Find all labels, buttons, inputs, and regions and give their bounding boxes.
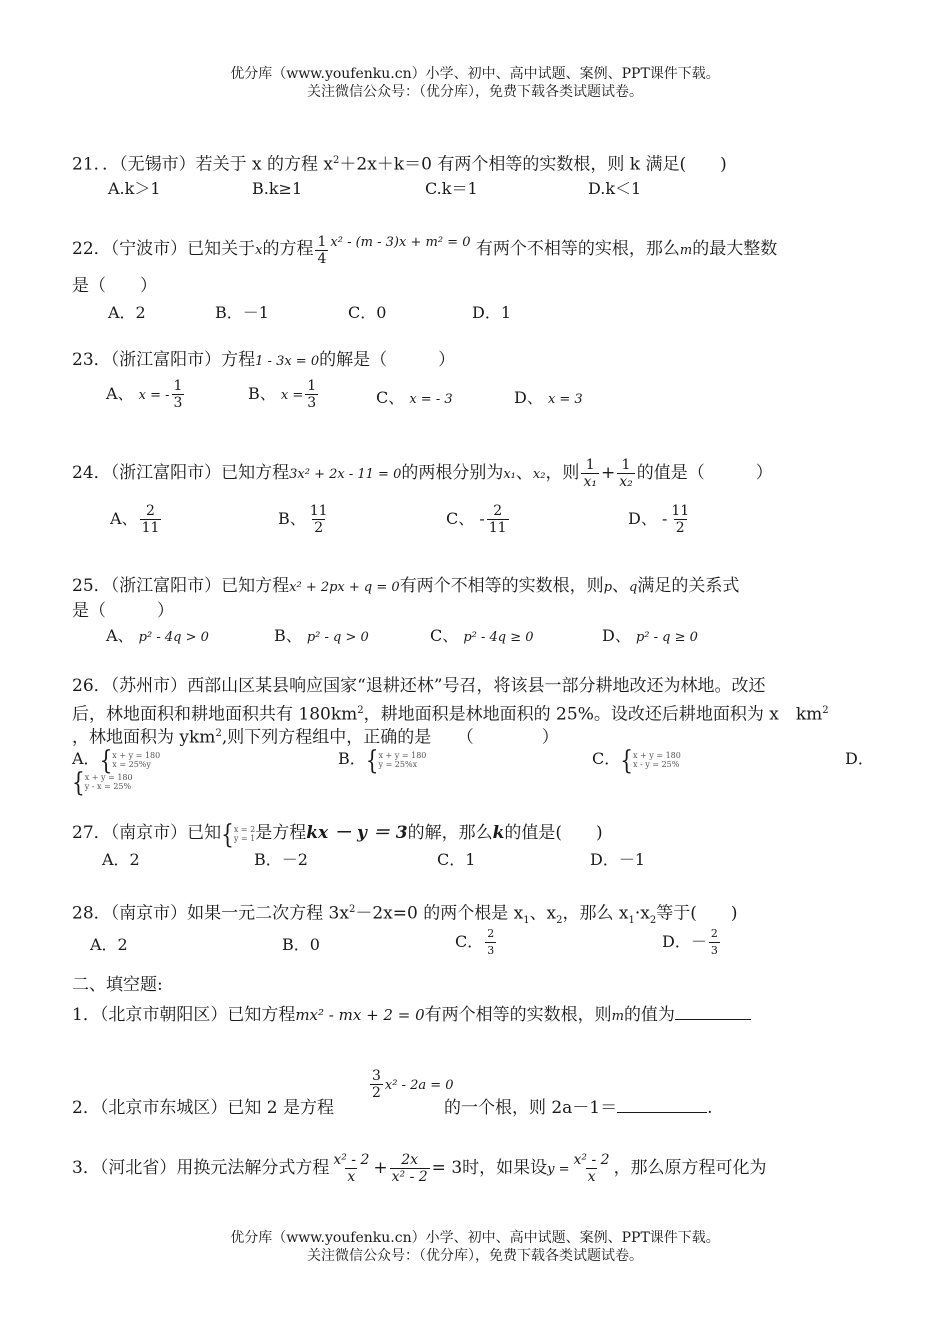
q27-brace-icon: { bbox=[221, 817, 234, 850]
q28-sup: 2 bbox=[348, 904, 356, 915]
q24-a-den: 11 bbox=[141, 520, 160, 536]
q28-c-fraction bbox=[485, 926, 496, 959]
q21-option-b: B.k≥1 bbox=[252, 179, 303, 198]
q23-d-label: D、 bbox=[514, 388, 543, 407]
q24-sep: 、 bbox=[515, 463, 533, 483]
f3-y-lhs: y = bbox=[547, 1162, 570, 1177]
q24-a-num: 2 bbox=[146, 503, 155, 519]
q25-line-2: 是（ ） bbox=[72, 601, 174, 621]
q28-text-d: ，那么 x bbox=[562, 903, 629, 924]
q26-option-b bbox=[338, 743, 427, 776]
q26-a-label: A． bbox=[72, 749, 100, 768]
q24-text-a: 24．（浙江富阳市）已知方程 bbox=[72, 463, 290, 483]
q24-x1: x₁ bbox=[503, 467, 516, 482]
q28-text-c: 、x bbox=[529, 903, 557, 924]
q23-b-fraction bbox=[305, 378, 318, 411]
q26-line3-a: ，林地面积为 ykm bbox=[72, 727, 216, 748]
q26-c-row-1: x + y = 180 bbox=[632, 750, 681, 760]
q22-option-d: D．1 bbox=[472, 303, 512, 322]
footer-line-1: 优分库（www.youfenku.cn）小学、初中、高中试题、案例、PPT课件下载。 bbox=[230, 1230, 720, 1246]
q22-frac-den: 4 bbox=[317, 251, 327, 267]
q23-text-b: 的解是（ ） bbox=[319, 350, 456, 370]
q25-sep: 、 bbox=[612, 576, 630, 596]
footer-line-2: 关注微信公众号：（优分库），免费下载各类试题试卷。 bbox=[307, 1248, 643, 1264]
q26-a-brace-icon: { bbox=[99, 743, 113, 776]
f2-frac-num: 3 bbox=[372, 1068, 381, 1084]
q24-option-b bbox=[278, 503, 332, 536]
q25-option-d bbox=[602, 625, 698, 649]
q27-k: k bbox=[492, 823, 505, 843]
q28-d-num: 2 bbox=[710, 927, 718, 940]
q24-f2-den: x₂ bbox=[619, 474, 633, 490]
q28-c-label: C． bbox=[455, 932, 484, 951]
q24-equation: 3x² + 2x - 11 = 0 bbox=[289, 467, 402, 482]
q27-text-a: 27．（南京市）已知 bbox=[72, 823, 222, 843]
q24-plus: + bbox=[600, 463, 616, 483]
f3-f1-den: x bbox=[347, 1169, 356, 1185]
q27-sys-row-1: x = 2 bbox=[233, 824, 256, 834]
question-25-stem bbox=[72, 575, 739, 599]
q23-option-a bbox=[106, 378, 186, 411]
q22-option-c: C．0 bbox=[348, 303, 387, 322]
q26-line-1: 26．（苏州市）西部山区某县响应国家“退耕还林”号召，将该县一部分耕地改还为林地。改还 bbox=[72, 676, 766, 696]
q24-text-b: 的两根分别为 bbox=[401, 463, 504, 483]
q26-c-label: C． bbox=[592, 749, 621, 768]
q28-d-label: D．－ bbox=[662, 932, 707, 951]
q25-equation: x² + 2px + q = 0 bbox=[289, 580, 400, 595]
q22-text-a: 22．（宁波市）已知关于 bbox=[72, 239, 256, 259]
q26-line3-b: ,则下列方程组中，正确的是 （ ） bbox=[221, 727, 559, 748]
q24-d-fraction bbox=[669, 503, 691, 536]
q26-line-2 bbox=[72, 700, 829, 726]
q25-option-c bbox=[430, 625, 534, 649]
q28-option-a: A．2 bbox=[90, 935, 128, 954]
q22-var-m: m bbox=[679, 243, 693, 258]
q28-sub-1a: 1 bbox=[523, 915, 530, 927]
q23-a-fraction bbox=[172, 378, 185, 411]
q26-sup-3: 2 bbox=[215, 728, 222, 739]
f3-y-num: x² - 2 bbox=[573, 1152, 610, 1168]
question-28-stem bbox=[72, 899, 738, 932]
q25-a-label: A、 bbox=[106, 626, 134, 645]
q21-text-b: ＋2x＋k＝0 有两个相等的实数根，则 k 满足( ) bbox=[339, 154, 727, 175]
q26-line2-a: 后，林地面积和耕地面积共有 180km bbox=[72, 704, 358, 725]
q24-option-d bbox=[628, 503, 693, 536]
section-2-title: 二、填空题: bbox=[72, 975, 163, 995]
q24-option-a bbox=[110, 503, 163, 536]
fill-1-stem bbox=[72, 1003, 751, 1028]
q23-b-num: 1 bbox=[307, 378, 317, 394]
q23-text-a: 23．（浙江富阳市）方程 bbox=[72, 350, 256, 370]
q26-b-system bbox=[379, 751, 427, 769]
q24-text-d: 的值是（ ） bbox=[636, 463, 773, 483]
f2-equation: x² - 2a = 0 bbox=[384, 1078, 454, 1093]
f1-equation: mx² - mx + 2 = 0 bbox=[295, 1006, 425, 1024]
header-line-1: 优分库（www.youfenku.cn）小学、初中、高中试题、案例、PPT课件下载。 bbox=[230, 66, 720, 82]
q26-b-brace-icon: { bbox=[365, 743, 379, 776]
f1-m: m bbox=[611, 1009, 624, 1024]
fill-3-stem bbox=[72, 1152, 767, 1185]
q26-d-row-2: y - x = 25% bbox=[84, 781, 132, 791]
q23-option-d bbox=[514, 387, 583, 411]
q26-option-d bbox=[72, 765, 133, 798]
q23-b-label: B、 bbox=[248, 384, 276, 403]
q27-text-c: 的解，那么 bbox=[407, 823, 493, 843]
f3-text-c: ，那么原方程可化为 bbox=[613, 1158, 767, 1178]
q24-c-label: C、 bbox=[446, 509, 475, 528]
q26-a-row-2: x = 25%y bbox=[112, 759, 151, 769]
header-line-2: 关注微信公众号：（优分库），免费下载各类试题试卷。 bbox=[307, 84, 643, 100]
q23-a-den: 3 bbox=[173, 395, 183, 411]
q24-a-fraction bbox=[140, 503, 162, 536]
q24-fraction-1 bbox=[581, 457, 599, 490]
q26-option-d-label: D． bbox=[845, 749, 874, 768]
fill-2-stem bbox=[72, 1096, 713, 1119]
q28-text-f: 等于( ) bbox=[656, 903, 738, 924]
q21-sup: 2 bbox=[333, 155, 340, 166]
q26-c-row-2: x - y = 25% bbox=[632, 759, 680, 769]
q24-b-fraction bbox=[308, 503, 330, 536]
q24-f1-den: x₁ bbox=[583, 474, 597, 490]
q22-option-b: B．－1 bbox=[215, 303, 269, 322]
q24-b-label: B、 bbox=[278, 509, 306, 528]
q28-text-a: 28．（南京市）如果一元二次方程 3x bbox=[72, 903, 349, 924]
f3-text-b: 时，如果设 bbox=[462, 1158, 548, 1178]
q24-b-num: 11 bbox=[309, 503, 328, 519]
q26-b-row-1: x + y = 180 bbox=[378, 750, 427, 760]
q28-d-fraction bbox=[709, 926, 720, 959]
f3-fraction-1 bbox=[331, 1152, 371, 1185]
f2-period: . bbox=[707, 1098, 713, 1118]
q24-option-c bbox=[446, 503, 511, 536]
q27-equation: kx － y ＝ 3 bbox=[306, 823, 408, 843]
f1-text-a: 1．（北京市朝阳区）已知方程 bbox=[72, 1005, 296, 1025]
q27-option-a: A．2 bbox=[102, 850, 140, 869]
q22-text-b: 的方程 bbox=[262, 239, 314, 259]
q24-a-label: A、 bbox=[110, 509, 138, 528]
f2-text-a: 2．（北京市东城区）已知 2 是方程 bbox=[72, 1098, 334, 1118]
f3-eq-end: = 3 bbox=[431, 1158, 463, 1178]
q25-b-expr: p² - q > 0 bbox=[306, 630, 369, 645]
q26-b-label: B． bbox=[338, 749, 366, 768]
q26-a-system bbox=[112, 751, 160, 769]
q23-option-c bbox=[376, 387, 453, 411]
q28-sub-2a: 2 bbox=[556, 915, 563, 927]
q27-system bbox=[234, 825, 255, 843]
q25-text-c: 满足的关系式 bbox=[637, 576, 740, 596]
q25-b-label: B、 bbox=[274, 626, 302, 645]
question-22-stem bbox=[72, 232, 777, 267]
q27-sys-row-2: y = 1 bbox=[233, 833, 256, 843]
q27-option-b: B．－2 bbox=[254, 850, 308, 869]
q25-c-expr: p² - 4q ≥ 0 bbox=[463, 630, 534, 645]
q26-option-a bbox=[72, 743, 161, 776]
q22-option-a: A．2 bbox=[108, 303, 146, 322]
f1-answer-blank[interactable] bbox=[675, 1003, 751, 1020]
q26-d-system bbox=[85, 773, 133, 791]
q22-fraction bbox=[315, 234, 328, 267]
q25-text-a: 25．（浙江富阳市）已知方程 bbox=[72, 576, 290, 596]
f3-text-a: 3．（河北省）用换元法解分式方程 bbox=[72, 1158, 330, 1178]
f3-fraction-2 bbox=[390, 1152, 430, 1185]
q22-frac-num: 1 bbox=[317, 234, 327, 250]
q28-text-e: ·x bbox=[634, 903, 650, 924]
q22-equation: x² - (m - 3)x + m² = 0 bbox=[330, 235, 471, 250]
q24-d-den: 2 bbox=[675, 520, 685, 536]
q28-option-c bbox=[455, 926, 498, 959]
q22-text-d: 的最大整数 bbox=[692, 239, 778, 259]
q25-option-a bbox=[106, 625, 209, 649]
q25-a-expr: p² - 4q > 0 bbox=[138, 630, 209, 645]
f1-text-b: 有两个相等的实数根，则 bbox=[424, 1005, 612, 1025]
q26-line2-b: ，耕地面积是林地面积的 25%。设改还后耕地面积为 x km bbox=[363, 704, 823, 725]
q24-d-num: 11 bbox=[671, 503, 690, 519]
f3-f1-num: x² - 2 bbox=[333, 1152, 370, 1168]
q26-option-c bbox=[592, 743, 681, 776]
q24-text-c: ，则 bbox=[545, 463, 580, 483]
f3-plus: + bbox=[373, 1158, 388, 1178]
q24-c-fraction bbox=[487, 503, 509, 536]
q26-b-row-2: y = 25%x bbox=[378, 759, 418, 769]
q28-option-b: B．0 bbox=[282, 935, 320, 954]
q21-option-a: A.k＞1 bbox=[108, 179, 161, 198]
q23-a-label: A、 bbox=[106, 384, 134, 403]
q26-sup-2: 2 bbox=[822, 705, 829, 716]
q24-d-label: D、 bbox=[628, 509, 657, 528]
q23-c-label: C、 bbox=[376, 388, 405, 407]
q26-d-brace-icon: { bbox=[72, 765, 85, 798]
q23-option-b bbox=[248, 378, 320, 411]
q21-option-c: C.k＝1 bbox=[425, 179, 478, 198]
q21-text-a: 21．．（无锡市）若关于 x 的方程 x bbox=[72, 154, 334, 175]
q23-c-expr: x = - 3 bbox=[409, 392, 453, 407]
q21-option-d: D.k＜1 bbox=[588, 179, 642, 198]
q26-sup-1: 2 bbox=[357, 705, 364, 716]
q22-var-x: x bbox=[255, 243, 263, 258]
f3-f2-num: 2x bbox=[401, 1152, 419, 1168]
q26-line-3 bbox=[72, 723, 559, 749]
q27-option-c: C．1 bbox=[437, 850, 476, 869]
q26-d-row-1: x + y = 180 bbox=[84, 772, 133, 782]
q28-c-den: 3 bbox=[487, 944, 495, 957]
q22-text-c: 有两个不相等的实根，那么 bbox=[475, 239, 680, 259]
f2-text-b: 的一个根，则 2a－1＝ bbox=[443, 1098, 618, 1118]
q24-c-num: 2 bbox=[493, 503, 503, 519]
q28-text-b: －2x=0 的两个根是 x bbox=[355, 903, 524, 924]
q25-p: p bbox=[603, 580, 613, 595]
q27-option-d: D．－1 bbox=[590, 850, 646, 869]
question-24-stem bbox=[72, 457, 773, 490]
question-27-stem bbox=[72, 817, 603, 850]
f2-frac-den: 2 bbox=[372, 1085, 381, 1101]
q28-sub-1b: 1 bbox=[628, 915, 635, 927]
q23-b-den: 3 bbox=[307, 395, 317, 411]
q23-equation: 1 - 3x = 0 bbox=[255, 354, 320, 369]
q24-b-den: 2 bbox=[314, 520, 324, 536]
q24-f1-num: 1 bbox=[585, 457, 595, 473]
q26-c-system bbox=[633, 751, 681, 769]
q24-c-sign: - bbox=[479, 509, 485, 528]
f2-answer-blank[interactable] bbox=[617, 1096, 707, 1113]
q28-option-d bbox=[662, 926, 722, 959]
q27-text-d: 的值是( ) bbox=[504, 823, 603, 843]
q25-text-b: 有两个不相等的实数根，则 bbox=[399, 576, 604, 596]
q25-d-expr: p² - q ≥ 0 bbox=[635, 630, 698, 645]
q23-a-lhs: x = - bbox=[138, 388, 170, 403]
f3-y-den: x bbox=[587, 1169, 596, 1185]
q28-d-den: 3 bbox=[710, 944, 718, 957]
q24-f2-num: 1 bbox=[621, 457, 631, 473]
f3-f2-den: x² - 2 bbox=[391, 1169, 428, 1185]
q24-c-den: 11 bbox=[488, 520, 507, 536]
q26-c-brace-icon: { bbox=[620, 743, 633, 776]
q22-line-2: 是（ ） bbox=[72, 276, 157, 296]
q27-text-b: 是方程 bbox=[255, 823, 307, 843]
q26-a-row-1: x + y = 180 bbox=[112, 750, 161, 760]
q23-b-lhs: x = bbox=[280, 388, 304, 403]
question-23-stem bbox=[72, 349, 455, 373]
q28-c-num: 2 bbox=[487, 927, 495, 940]
q28-sub-2b: 2 bbox=[649, 915, 657, 927]
q25-d-label: D、 bbox=[602, 626, 631, 645]
q23-d-expr: x = 3 bbox=[547, 392, 583, 407]
q24-fraction-2 bbox=[617, 457, 635, 490]
q25-q: q bbox=[629, 580, 638, 595]
q23-a-num: 1 bbox=[173, 378, 183, 394]
q25-c-label: C、 bbox=[430, 626, 459, 645]
q24-d-sign: - bbox=[661, 509, 668, 528]
q25-option-b bbox=[274, 625, 369, 649]
q24-x2: x₂ bbox=[532, 467, 546, 482]
f1-text-c: 的值为 bbox=[623, 1005, 675, 1025]
f3-y-fraction bbox=[572, 1152, 612, 1185]
question-21-stem bbox=[72, 150, 727, 176]
